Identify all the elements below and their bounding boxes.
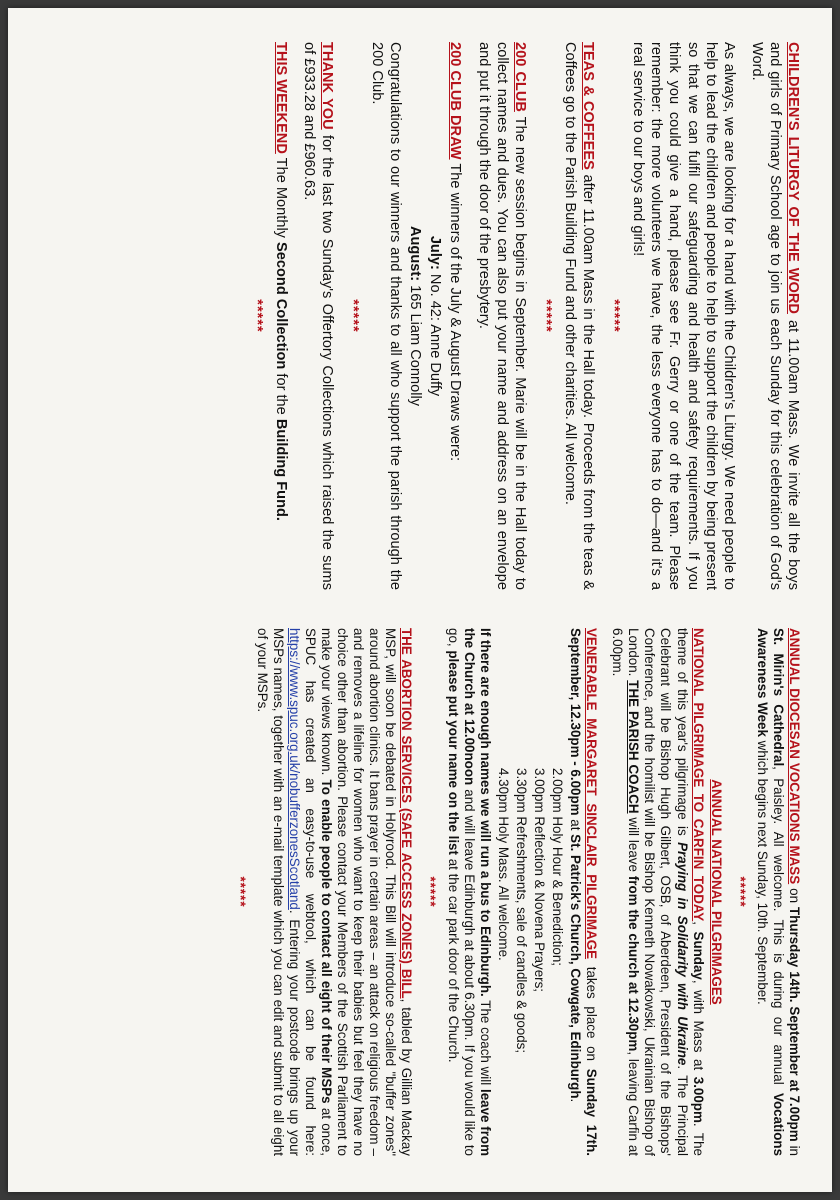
this-weekend-notice: THIS WEEKEND The Monthly Second Collection for the Building Fund. xyxy=(272,42,289,521)
sinclair-notice: VENERABLE MARGARET SINCLAIR PILGRIMAGE takes place on Sunday 17th. September, 12.30pm - 6.00pm at St. Patrick's Church, Cowgate, Edinburgh. xyxy=(568,628,600,1157)
thank-you-heading: THANK YOU xyxy=(318,42,335,130)
teas-notice: TEAS & COFFEES after 11.00am Mass in the Hall today. Proceeds from the teas & Coffees go to the Parish Building Fund and other charities. All welcome. xyxy=(561,42,597,590)
left-column xyxy=(240,42,802,590)
club-draw-heading: 200 CLUB DRAW xyxy=(447,42,464,160)
sinclair-heading: VENERABLE MARGARET SINCLAIR PILGRIMAGE xyxy=(584,628,600,960)
august-winner: August: 165 Liam Connolly xyxy=(407,225,424,407)
abortion-bill-notice: THE ABORTION SERVICES (SAFE ACCESS ZONES) BILL, tabled by Gillian Mackay MSP, will soon be debated in Holyrood. This Bill will introduce so-called "buffer zones" around abortion clinics. It bans prayer in certain areas – an attack on religious freedom – and removes a lifeline for women who want to keep their babies but feel they have no choice other than abortion. Please contact your Members of the Scottish Parliament to make your views known. To enable people to contact all eight of their MSPs at once, SPUC has created an easy-to-use webtool, which can be found here: https://www.spuc.org.uk/nobufferzonesScotland. Entering your postcode brings up your MSPs names, together with an e-mail template which you can edit and submit to all eight of your MSPs. xyxy=(254,628,415,1156)
childrens-liturgy-body: As always, we are looking for a hand with the Children's Liturgy. We need people to help to lead the children and people to help to support the children by being present so that we can fulfil our safeguarding and health and safety requirements. If you think you could give a hand, please see Fr. Gerry or one of the team. Please remember: the more volunteers we have, the less everyone has to do—and it's a real service to our boys and girls! xyxy=(630,42,737,590)
separator: ***** xyxy=(537,299,554,333)
vocations-notice: ANNUAL DIOCESAN VOCATIONS MASS on Thursday 14th. September at 7.00pm in St. Mirin's Cathedral, Paisley. All welcome. This is during our annual Vocations Awareness Week which begins next Sunday, 10th. September. xyxy=(754,628,802,1157)
parish-coach-heading: THE PARISH COACH xyxy=(626,680,642,814)
bus-notice: If there are enough names we will run a bus to Edinburgh. The coach will leave from the Church at 12.00noon and will leave Edinburgh at about 6.30pm. If you would like to go, please put your name on the list at the car park door of the Church. xyxy=(445,628,493,1156)
schedule-item: 3.30pm Refreshments, sale of candles & goods; xyxy=(513,768,529,1054)
separator: ***** xyxy=(606,299,623,333)
thank-you-notice: THANK YOU for the last two Sunday's Offertory Collections which raised the sums of £933.28 and £960.63. xyxy=(300,42,335,590)
carfin-notice: NATIONAL PILGRIMAGE TO CARFIN TODAY, Sunday, with Mass at 3.00pm. The theme of this year's pilgrimage is Praying in Solidarity with Ukraine. The Principal Celebrant will be Bishop Hugh Gilbert, OSB, of Aberdeen, President of the Bishops' Conference, and the homilist will be Bishop Kenneth Nowakowski, Ukrainian Bishop of London. THE PARISH COACH will leave from the church at 12.30pm, leaving Carfin at 6.00pm. xyxy=(610,628,706,1157)
rotated-content xyxy=(8,8,832,1192)
newsletter-page xyxy=(8,8,832,1192)
carfin-heading: NATIONAL PILGRIMAGE TO CARFIN TODAY xyxy=(690,628,706,922)
club200-heading: 200 CLUB xyxy=(511,42,528,112)
childrens-liturgy-heading: CHILDREN'S LITURGY OF THE WORD xyxy=(785,42,801,314)
schedule-item: 3.00pm Reflection & Novena Prayers; xyxy=(531,768,547,993)
separator: ***** xyxy=(345,299,362,333)
right-column xyxy=(224,628,803,1156)
spuc-webtool-link[interactable]: https://www.spuc.org.uk/nobufferzonesScotland xyxy=(286,628,302,910)
club200-notice: 200 CLUB The new session begins in September. Marie will be in the Hall today to collect names and dues. You can also put your name and address on an envelope and put it through the door of the presbytery. xyxy=(475,42,528,590)
teas-heading: TEAS & COFFEES xyxy=(580,42,597,170)
schedule-item: 2.00pm Holy Hour & Benediction; xyxy=(549,768,565,966)
separator: ***** xyxy=(248,299,265,333)
separator: ***** xyxy=(423,876,439,908)
vocations-heading: ANNUAL DIOCESAN VOCATIONS MASS xyxy=(787,628,802,885)
abortion-bill-heading: THE ABORTION SERVICES (SAFE ACCESS ZONES) BILL xyxy=(399,628,415,999)
schedule-item: 4.30pm Holy Mass. All welcome. xyxy=(495,768,511,961)
july-winner: July: No. 42: Anne Duffy xyxy=(427,235,444,397)
pilgrimages-heading: ANNUAL NATIONAL PILGRIMAGES xyxy=(708,779,724,1005)
childrens-liturgy-notice: CHILDREN'S LITURGY OF THE WORD at 11.00am Mass. We invite all the boys and girls of Primary School age to join us each Sunday for this celebration of God's Word. xyxy=(748,42,801,591)
separator: ***** xyxy=(732,876,748,908)
separator: ***** xyxy=(232,876,248,908)
club-draw-congrats: Congratulations to our winners and thanks to all who support the parish through the 200 Club. xyxy=(369,42,404,590)
this-weekend-heading: THIS WEEKEND xyxy=(272,42,289,154)
club-draw-notice: 200 CLUB DRAW The winners of the July & August Draws were: xyxy=(447,42,464,462)
